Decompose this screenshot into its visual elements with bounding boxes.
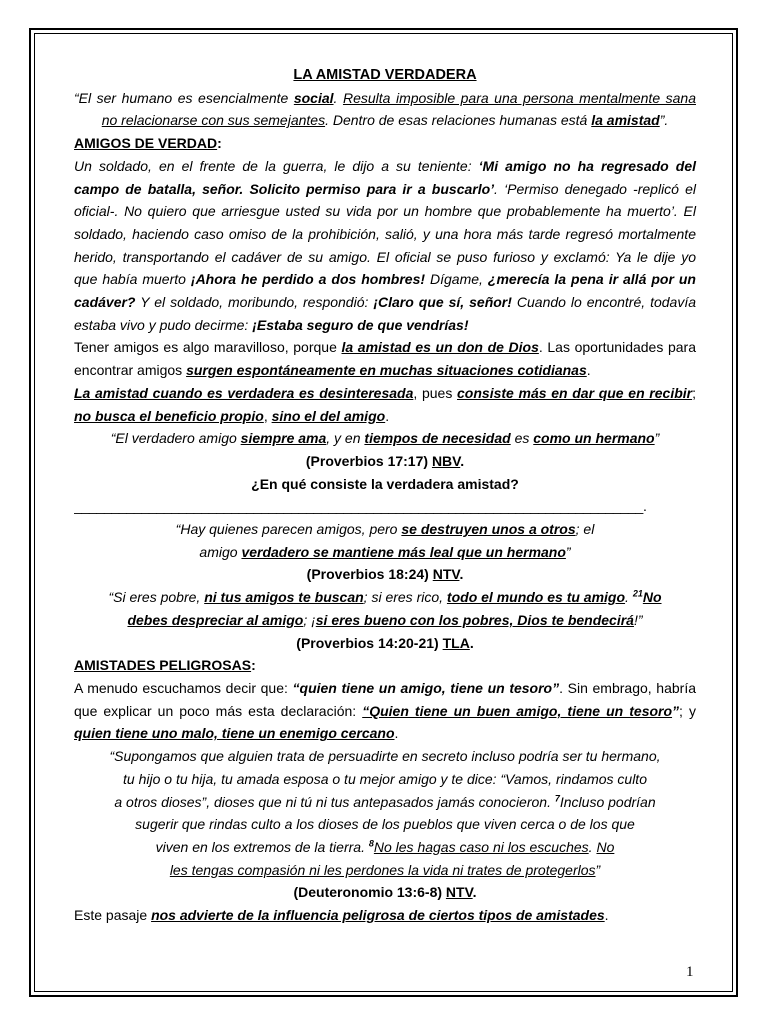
para-2-line-1 bbox=[74, 336, 696, 359]
emphasis: ” bbox=[672, 702, 680, 719]
quote-2-line-1 bbox=[74, 518, 696, 541]
final-paragraph bbox=[74, 904, 696, 927]
verse-number: 8 bbox=[368, 838, 374, 849]
bible-version: TLA bbox=[442, 634, 470, 651]
text: , y en bbox=[326, 430, 365, 447]
emphasis: no busca el beneficio propio bbox=[74, 407, 264, 424]
text: Dígame, bbox=[425, 271, 488, 288]
text: viven en los extremos de la tierra. bbox=[155, 838, 369, 855]
text: . bbox=[472, 884, 477, 901]
text: , bbox=[263, 407, 272, 424]
text: “El ser humano es esencialmente bbox=[74, 89, 294, 106]
para-4-line-3 bbox=[74, 722, 696, 745]
text: . Las oportunidades para bbox=[538, 339, 696, 356]
text: “Si eres pobre, bbox=[108, 589, 205, 606]
bible-version: NTV bbox=[432, 566, 460, 583]
text: . bbox=[586, 362, 591, 379]
story-line-6 bbox=[74, 268, 696, 291]
text: ” bbox=[565, 543, 571, 560]
text: ” bbox=[595, 861, 601, 878]
section-heading-amistades bbox=[74, 654, 696, 677]
heading-text: AMIGOS DE VERDAD bbox=[74, 135, 218, 152]
para-4-line-2 bbox=[74, 700, 696, 723]
emphasis: ¡Claro que sí, señor! bbox=[373, 294, 512, 311]
reference-1 bbox=[74, 450, 696, 473]
text: ” bbox=[654, 430, 660, 447]
emphasis: les tengas compasión ni les perdones la vida ni trates de protegerlos bbox=[169, 861, 596, 878]
intro-line-1 bbox=[74, 87, 696, 110]
text: (Deuteronomio 13:6-8) bbox=[293, 884, 446, 901]
emphasis: No bbox=[596, 838, 615, 855]
emphasis: ni tus amigos te buscan bbox=[204, 589, 364, 606]
text: . ‘Permiso denegado -replicó el bbox=[494, 180, 696, 197]
para-2-line-2 bbox=[74, 359, 696, 382]
verse-number: 7 bbox=[554, 792, 560, 803]
quote-4-line-2: tu hijo o tu hija, tu amada esposa o tu mejor amigo y te dice: “Vamos, rindamos culto bbox=[123, 770, 647, 787]
text: !” bbox=[633, 611, 643, 628]
text: Este pasaje bbox=[74, 907, 152, 924]
text: , pues bbox=[413, 384, 458, 401]
quote-4-line-6 bbox=[74, 859, 696, 882]
intro-line-2 bbox=[74, 109, 696, 132]
document-body bbox=[74, 64, 696, 927]
quote-4-line-5 bbox=[74, 836, 696, 859]
text: (Proverbios 17:17) bbox=[305, 452, 432, 469]
text: ; bbox=[692, 384, 696, 401]
text: Tener amigos es algo maravilloso, porque bbox=[74, 339, 342, 356]
quote-2-line-2 bbox=[74, 541, 696, 564]
para-4-line-1 bbox=[74, 677, 696, 700]
text: Incluso podrían bbox=[559, 793, 656, 810]
heading-colon: : bbox=[217, 135, 222, 152]
reference-3 bbox=[74, 632, 696, 655]
emphasis: siempre ama bbox=[240, 430, 327, 447]
emphasis: quien tiene uno malo, tiene un enemigo cercano bbox=[74, 725, 395, 742]
emphasis: campo de batalla, señor. Solicito permiso para ir a buscarlo’ bbox=[74, 180, 495, 197]
question: ¿En qué consiste la verdadera amistad? bbox=[251, 475, 519, 492]
text: . bbox=[460, 452, 465, 469]
quote-4-line-4: sugerir que rindas culto a los dioses de los pueblos que viven cerca o de los que bbox=[135, 816, 635, 833]
emphasis: sino el del amigo bbox=[271, 407, 386, 424]
emphasis: ¡Ahora he perdido a dos hombres! bbox=[190, 271, 426, 288]
quote-3-line-1 bbox=[74, 586, 696, 609]
emphasis: debes despreciar al amigo bbox=[127, 611, 304, 628]
text: ; ¡ bbox=[303, 611, 316, 628]
verse-number: 21 bbox=[632, 588, 643, 599]
text: a otros dioses”, dioses que ni tú ni tus antepasados jamás conocieron. bbox=[114, 793, 555, 810]
para-3-line-2 bbox=[74, 405, 696, 428]
emphasis: “Quien tiene un buen amigo, tiene un tesoro bbox=[362, 702, 673, 719]
bible-version: NTV bbox=[445, 884, 473, 901]
emphasis: ¿merecía la pena ir allá por un bbox=[487, 271, 696, 288]
emphasis: tiempos de necesidad bbox=[364, 430, 511, 447]
emphasis: la amistad es un don de Dios bbox=[341, 339, 539, 356]
emphasis: nos advierte de la influencia peligrosa de ciertos tipos de amistades bbox=[151, 907, 605, 924]
bible-version: NBV bbox=[431, 452, 461, 469]
para-3-line-1 bbox=[74, 382, 696, 405]
emphasis: si eres bueno con los pobres, Dios te bendecirá bbox=[315, 611, 634, 628]
text: . Sin embrago, habría bbox=[559, 679, 696, 696]
story-line-1 bbox=[74, 155, 696, 178]
text: (Proverbios 14:20-21) bbox=[296, 634, 443, 651]
text: ; y bbox=[679, 702, 696, 719]
text: ”. bbox=[659, 112, 669, 129]
emphasis: No les hagas caso ni los escuches bbox=[373, 838, 589, 855]
story-line-8 bbox=[74, 314, 696, 337]
emphasis: surgen espontáneamente en muchas situaciones cotidianas bbox=[186, 362, 587, 379]
text: . bbox=[469, 634, 474, 651]
text: A menudo escuchamos decir que: bbox=[74, 679, 293, 696]
text: (Proverbios 18:24) bbox=[306, 566, 433, 583]
quote-4-line-1: “Supongamos que alguien trata de persuadirte en secreto incluso podría ser tu hermano, bbox=[109, 748, 661, 765]
reference-2 bbox=[74, 563, 696, 586]
quote-1 bbox=[74, 427, 696, 450]
emphasis: se destruyen unos a otros bbox=[401, 521, 576, 538]
text: . bbox=[394, 725, 399, 742]
emphasis: verdadero se mantiene más leal que un hermano bbox=[241, 543, 566, 560]
text: Cuando lo encontré, todavía bbox=[511, 294, 697, 311]
emphasis: ¡Estaba seguro de que vendrías! bbox=[252, 316, 469, 333]
text: . Dentro de esas relaciones humanas está bbox=[325, 112, 592, 129]
text: “El verdadero amigo bbox=[110, 430, 241, 447]
page-number: 1 bbox=[686, 964, 694, 980]
text: que había muerto bbox=[74, 271, 191, 288]
emphasis: No bbox=[642, 589, 662, 606]
document-title: LA AMISTAD VERDADERA bbox=[293, 67, 477, 83]
text: . bbox=[625, 589, 633, 606]
text: . bbox=[459, 566, 464, 583]
quote-3-line-2 bbox=[74, 609, 696, 632]
text: encontrar amigos bbox=[74, 362, 187, 379]
emphasis: consiste más en dar que en recibir bbox=[457, 384, 693, 401]
story-line-4: soldado, haciendo caso omiso de la prohibición, salió, y una hora más tarde regresó mortalmente bbox=[74, 225, 696, 242]
emphasis: cadáver? bbox=[74, 294, 136, 311]
story-line-5: herido, transportando el cadáver de su amigo. El oficial se puso furioso y exclamó: Ya le dije yo bbox=[74, 248, 696, 265]
heading-colon: : bbox=[251, 657, 256, 674]
quote-4-line-3 bbox=[74, 791, 696, 814]
heading-text: AMISTADES PELIGROSAS bbox=[74, 657, 252, 674]
text: . bbox=[333, 89, 343, 106]
emphasis: “quien tiene un amigo, tiene un tesoro” bbox=[292, 679, 560, 696]
emphasis: Resulta imposible para una persona mentalmente sana bbox=[342, 89, 696, 106]
emphasis: social bbox=[293, 89, 334, 106]
emphasis: no relacionarse con sus semejantes bbox=[101, 112, 326, 129]
text: “Hay quienes parecen amigos, pero bbox=[175, 521, 402, 538]
emphasis: todo el mundo es tu amigo bbox=[446, 589, 626, 606]
section-heading-amigos bbox=[74, 132, 696, 155]
text: ; si eres rico, bbox=[363, 589, 447, 606]
emphasis: la amistad bbox=[591, 112, 660, 129]
text: amigo bbox=[199, 543, 242, 560]
text: que explicar un poco más esta declaración: bbox=[74, 702, 363, 719]
text: Un soldado, en el frente de la guerra, le dijo a su teniente: bbox=[74, 157, 479, 174]
text: ; el bbox=[575, 521, 595, 538]
reference-4 bbox=[74, 881, 696, 904]
text: estaba vivo y pudo decirme: bbox=[74, 316, 253, 333]
emphasis: La amistad cuando es verdadera es desinteresada bbox=[74, 384, 414, 401]
text: Y el soldado, moribundo, respondió: bbox=[135, 294, 374, 311]
text: . bbox=[385, 407, 390, 424]
story-line-2 bbox=[74, 178, 696, 201]
answer-blank-line: ____________________________________________________________________________. bbox=[74, 498, 647, 515]
emphasis: ‘Mi amigo no ha regresado del bbox=[478, 157, 697, 174]
text: es bbox=[510, 430, 534, 447]
text: . bbox=[588, 838, 597, 855]
text: . bbox=[604, 907, 609, 924]
story-line-3: oficial-. No quiero que arriesgue usted su vida por un hombre que probablemente ha muerto’. El bbox=[74, 203, 696, 220]
emphasis: como un hermano bbox=[533, 430, 655, 447]
story-line-7 bbox=[74, 291, 696, 314]
